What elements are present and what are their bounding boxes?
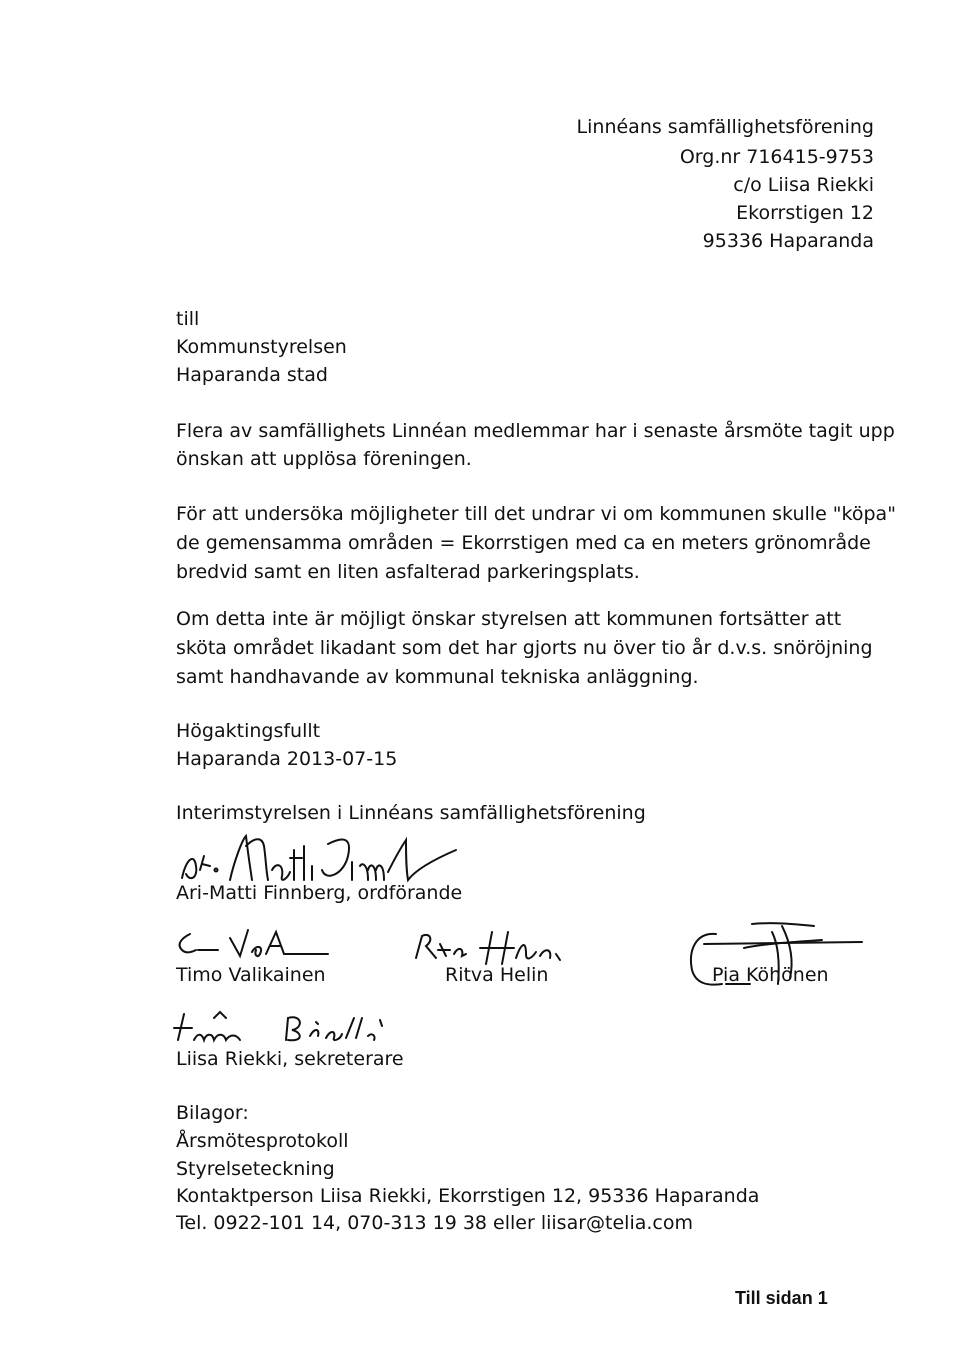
sender-city: 95336 Haparanda [702, 230, 874, 252]
closing-greeting: Högaktingsfullt [176, 720, 321, 742]
body-p1-line-2: önskan att upplösa föreningen. [176, 448, 472, 470]
body-p1-line-1: Flera av samfällighets Linnéan medlemmar har i senaste årsmöte tagit upp [176, 420, 895, 442]
attachments-heading: Bilagor: [176, 1102, 249, 1124]
sender-co: c/o Liisa Riekki [733, 174, 874, 196]
body-p2-line-1: För att undersöka möjligheter till det undrar vi om kommunen skulle "köpa" [176, 503, 896, 525]
signatory-timo: Timo Valikainen [176, 964, 326, 986]
recipient-line-2: Kommunstyrelsen [176, 336, 347, 358]
sender-org-nr: Org.nr 716415-9753 [679, 146, 874, 168]
signatory-secretary: Liisa Riekki, sekreterare [176, 1048, 404, 1070]
signatory-pia: Pia Köhönen [712, 964, 829, 986]
recipient-line-3: Haparanda stad [176, 364, 328, 386]
body-p3-line-3: samt handhavande av kommunal tekniska anläggning. [176, 666, 699, 688]
contact-person: Kontaktperson Liisa Riekki, Ekorrstigen 12, 95336 Haparanda [176, 1185, 760, 1207]
sender-name: Linnéans samfällighetsförening [576, 116, 874, 138]
body-p3-line-1: Om detta inte är möjligt önskar styrelsen att kommunen fortsätter att [176, 608, 842, 630]
body-p2-line-2: de gemensamma områden = Ekorrstigen med ca en meters grönområde [176, 532, 871, 554]
recipient-line-1: till [176, 308, 200, 330]
body-p3-line-2: sköta området likadant som det har gjorts nu över tio år d.v.s. snöröjning [176, 637, 873, 659]
contact-phone: Tel. 0922-101 14, 070-313 19 38 eller liisar@telia.com [176, 1212, 693, 1234]
sender-street: Ekorrstigen 12 [736, 202, 874, 224]
closing-board: Interimstyrelsen i Linnéans samfällighetsförening [176, 802, 646, 824]
attachment-item-1: Årsmötesprotokoll [176, 1130, 349, 1152]
attachment-item-2: Styrelseteckning [176, 1158, 335, 1180]
signatory-ritva: Ritva Helin [445, 964, 549, 986]
body-p2-line-3: bredvid samt en liten asfalterad parkeringsplats. [176, 561, 640, 583]
signatory-chair: Ari-Matti Finnberg, ordförande [176, 882, 463, 904]
page-footer-label: Till sidan 1 [735, 1288, 828, 1308]
signature-timo [168, 924, 348, 964]
closing-place-date: Haparanda 2013-07-15 [176, 748, 398, 770]
